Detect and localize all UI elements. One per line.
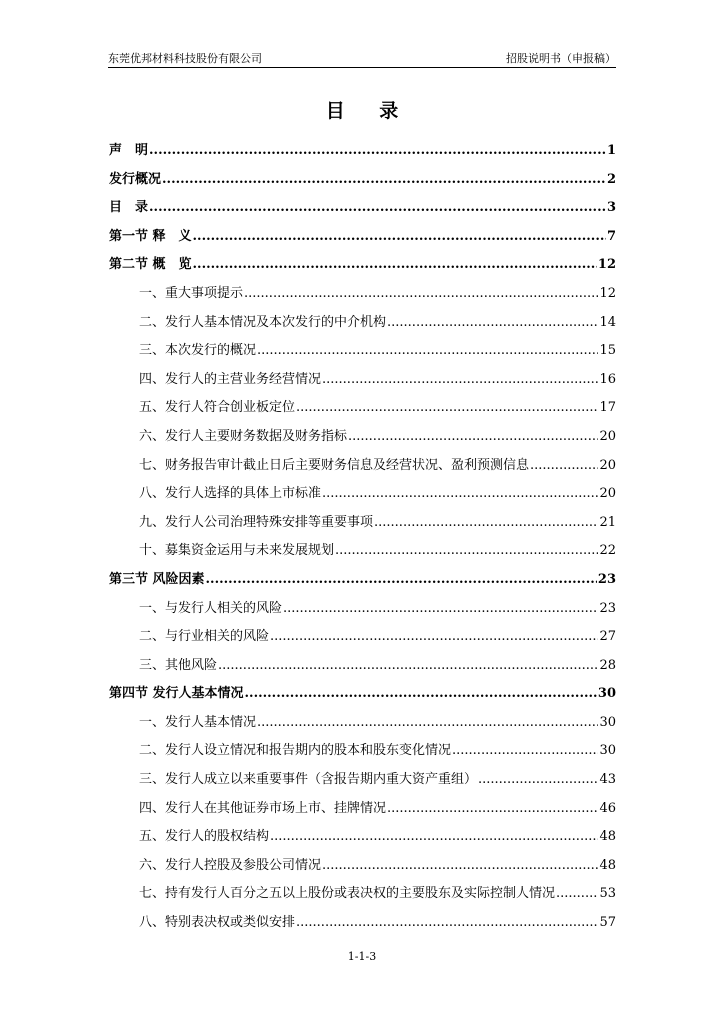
toc-subsection-entry[interactable]	[109, 309, 616, 338]
toc-entry-label: 第三节 风险因素	[109, 571, 205, 587]
toc-entry-label: 第四节 发行人基本情况	[109, 686, 244, 702]
toc-subsection-entry[interactable]	[109, 852, 616, 881]
toc-subsection-entry[interactable]	[109, 623, 616, 652]
toc-subsection-entry[interactable]	[109, 509, 616, 538]
toc-entry-page: 1	[606, 143, 616, 158]
toc-dot-leader	[270, 623, 598, 652]
toc-section-entry[interactable]	[109, 223, 616, 252]
toc-entry-label: 目 录	[109, 200, 149, 216]
toc-entry-label: 九、发行人公司治理特殊安排等重要事项	[139, 514, 374, 530]
toc-entry-page: 22	[599, 543, 616, 559]
toc-entry-page: 16	[599, 371, 616, 387]
toc-entry-page: 48	[599, 857, 616, 873]
toc-entry-label: 第一节 释 义	[109, 228, 192, 244]
toc-entry-page: 3	[606, 200, 616, 216]
toc-entry-page: 46	[599, 800, 616, 816]
toc-entry-label: 七、持有发行人百分之五以上股份或表决权的主要股东及实际控制人情况	[139, 886, 556, 902]
toc-subsection-entry[interactable]	[109, 337, 616, 366]
toc-entry-page: 57	[599, 915, 616, 931]
toc-entry-page: 28	[599, 657, 616, 673]
toc-entry-label: 三、发行人成立以来重要事件（含报告期内重大资产重组）	[139, 772, 478, 788]
toc-subsection-entry[interactable]	[109, 652, 616, 681]
toc-entry-label: 三、本次发行的概况	[139, 343, 257, 359]
toc-entry-label: 四、发行人的主营业务经营情况	[139, 371, 322, 387]
toc-dot-leader	[149, 137, 606, 166]
toc-dot-leader	[322, 366, 598, 395]
toc-entry-label: 发行概况	[109, 171, 162, 187]
toc-section-entry[interactable]	[109, 680, 616, 709]
toc-entry-page: 14	[599, 314, 616, 330]
toc-subsection-entry[interactable]	[109, 452, 616, 481]
toc-dot-leader	[296, 909, 598, 938]
toc-entry-page: 2	[606, 171, 616, 187]
toc-entry-page: 12	[597, 257, 616, 273]
toc-entry-label: 四、发行人在其他证券市场上市、挂牌情况	[139, 800, 387, 816]
page-title: 目 录	[325, 100, 413, 122]
table-of-contents	[109, 137, 616, 938]
toc-entry-label: 七、财务报告审计截止日后主要财务信息及经营状况、盈利预测信息	[139, 457, 530, 473]
toc-dot-leader	[193, 223, 606, 252]
toc-entry-label: 声 明	[109, 143, 149, 158]
toc-entry-label: 六、发行人主要财务数据及财务指标	[139, 428, 348, 444]
header-document-type: 招股说明书（申报稿）	[506, 52, 616, 65]
toc-section-entry[interactable]	[109, 566, 616, 595]
toc-entry-page: 23	[599, 600, 616, 616]
toc-dot-leader	[452, 737, 598, 766]
toc-dot-leader	[149, 194, 606, 223]
toc-entry-label: 一、与发行人相关的风险	[139, 600, 283, 616]
toc-dot-leader	[387, 309, 598, 338]
page-header	[108, 50, 616, 66]
toc-subsection-entry[interactable]	[109, 280, 616, 309]
toc-subsection-entry[interactable]	[109, 595, 616, 624]
toc-entry-page: 23	[597, 571, 616, 587]
toc-subsection-entry[interactable]	[109, 737, 616, 766]
toc-dot-leader	[530, 452, 598, 481]
toc-entry-label: 第二节 概 览	[109, 257, 192, 273]
toc-entry-label: 十、募集资金运用与未来发展规划	[139, 543, 335, 559]
toc-dot-leader	[270, 823, 598, 852]
toc-dot-leader	[283, 595, 598, 624]
toc-dot-leader	[322, 480, 598, 509]
toc-dot-leader	[162, 166, 606, 195]
toc-entry-label: 五、发行人的股权结构	[139, 829, 270, 845]
toc-section-entry[interactable]	[109, 137, 616, 166]
toc-entry-page: 15	[599, 343, 616, 359]
toc-dot-leader	[257, 709, 598, 738]
toc-entry-page: 20	[599, 457, 616, 473]
toc-entry-page: 20	[599, 428, 616, 444]
header-divider	[108, 67, 616, 68]
toc-dot-leader	[296, 394, 598, 423]
toc-section-entry[interactable]	[109, 251, 616, 280]
toc-dot-leader	[245, 680, 597, 709]
toc-entry-page: 30	[599, 714, 616, 730]
toc-dot-leader	[257, 337, 598, 366]
toc-subsection-entry[interactable]	[109, 366, 616, 395]
toc-entry-page: 43	[599, 772, 616, 788]
toc-subsection-entry[interactable]	[109, 766, 616, 795]
toc-subsection-entry[interactable]	[109, 909, 616, 938]
toc-entry-label: 一、发行人基本情况	[139, 714, 257, 730]
toc-dot-leader	[556, 880, 598, 909]
toc-entry-label: 三、其他风险	[139, 657, 218, 673]
toc-dot-leader	[193, 251, 597, 280]
toc-entry-page: 7	[606, 228, 616, 244]
toc-subsection-entry[interactable]	[109, 823, 616, 852]
toc-entry-page: 12	[599, 285, 616, 301]
toc-subsection-entry[interactable]	[109, 423, 616, 452]
toc-dot-leader	[335, 537, 598, 566]
toc-dot-leader	[374, 509, 598, 538]
toc-subsection-entry[interactable]	[109, 394, 616, 423]
header-company-name: 东莞优邦材料科技股份有限公司	[108, 52, 262, 65]
toc-dot-leader	[478, 766, 598, 795]
toc-entry-page: 21	[599, 514, 616, 530]
toc-section-entry[interactable]	[109, 166, 616, 195]
toc-dot-leader	[218, 652, 598, 681]
toc-entry-label: 八、发行人选择的具体上市标准	[139, 486, 322, 502]
toc-entry-page: 30	[597, 686, 616, 702]
toc-subsection-entry[interactable]	[109, 880, 616, 909]
toc-entry-page: 53	[599, 886, 616, 902]
toc-dot-leader	[387, 795, 598, 824]
toc-section-entry[interactable]	[109, 194, 616, 223]
toc-dot-leader	[348, 423, 598, 452]
toc-entry-page: 30	[599, 743, 616, 759]
toc-entry-page: 20	[599, 486, 616, 502]
toc-entry-page: 17	[599, 400, 616, 416]
toc-entry-label: 六、发行人控股及参股公司情况	[139, 857, 322, 873]
toc-entry-label: 五、发行人符合创业板定位	[139, 400, 296, 416]
page-number: 1-1-3	[347, 950, 377, 963]
toc-entry-label: 二、发行人设立情况和报告期内的股本和股东变化情况	[139, 743, 452, 759]
toc-entry-label: 一、重大事项提示	[139, 285, 244, 301]
toc-subsection-entry[interactable]	[109, 537, 616, 566]
toc-entry-label: 八、特别表决权或类似安排	[139, 915, 296, 931]
toc-dot-leader	[244, 280, 598, 309]
toc-entry-page: 27	[599, 629, 616, 645]
toc-dot-leader	[206, 566, 597, 595]
toc-dot-leader	[322, 852, 598, 881]
toc-entry-label: 二、与行业相关的风险	[139, 629, 270, 645]
toc-subsection-entry[interactable]	[109, 480, 616, 509]
toc-subsection-entry[interactable]	[109, 709, 616, 738]
toc-subsection-entry[interactable]	[109, 795, 616, 824]
toc-entry-page: 48	[599, 829, 616, 845]
toc-entry-label: 二、发行人基本情况及本次发行的中介机构	[139, 314, 387, 330]
